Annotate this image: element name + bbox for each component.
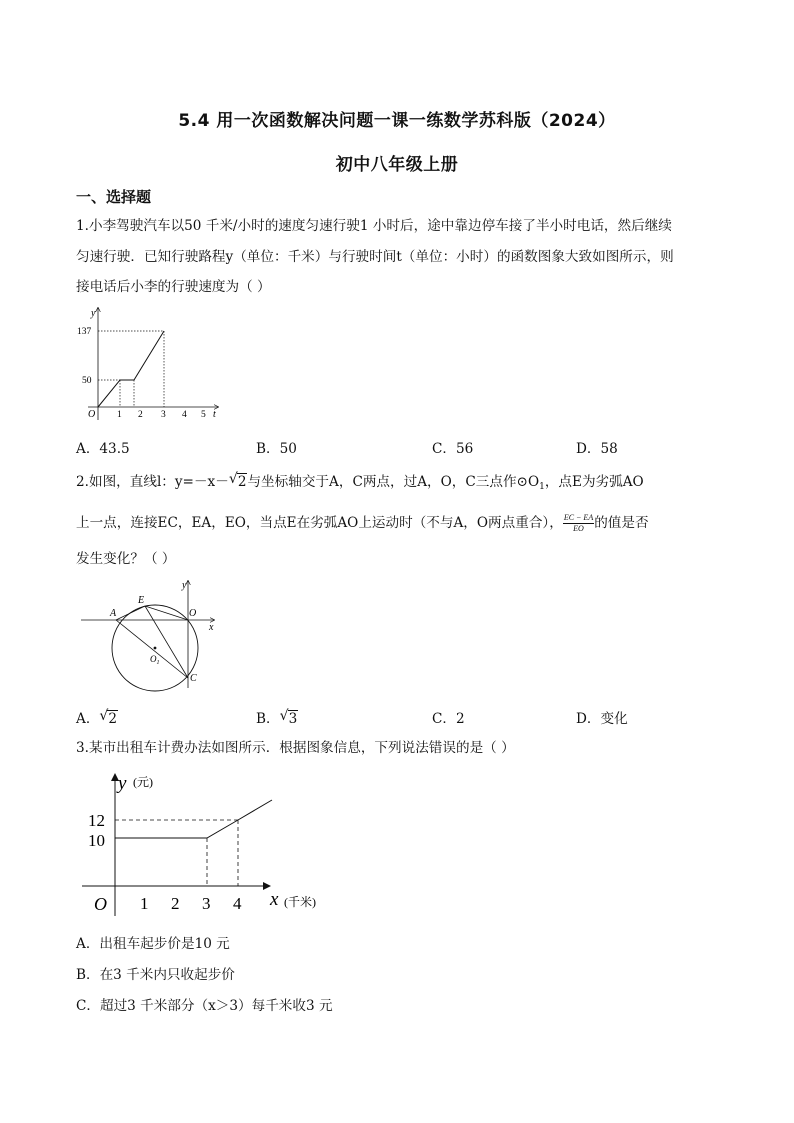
q1-x-tick: 2 xyxy=(138,410,143,420)
q3-origin: O xyxy=(94,894,107,914)
section-heading: 一、选择题 xyxy=(76,188,152,206)
page-subtitle: 初中八年级上册 xyxy=(335,155,459,175)
q2-x-label: x xyxy=(209,622,214,633)
q3-y-label: y xyxy=(118,773,127,794)
q1-option-b[interactable]: B．50 xyxy=(256,441,297,457)
q1-line-1: 1.小李驾驶汽车以50 千米/小时的速度匀速行驶1 小时后，途中靠边停车接了半小时电话，然后继续 xyxy=(76,218,672,234)
q1-distance-line xyxy=(98,331,164,407)
q2-line-3: 发生变化？（ ） xyxy=(76,551,176,567)
q2-option-d[interactable]: D．变化 xyxy=(576,711,628,727)
q1-y-label: y xyxy=(91,308,96,319)
q2-fraction: $\frac{EC - EA}{EO}$ xyxy=(563,513,594,533)
q3-x-tick: 1 xyxy=(140,894,149,913)
q1-x-tick: 4 xyxy=(182,410,187,420)
q2-figure xyxy=(76,578,226,698)
q2-option-c[interactable]: C．2 xyxy=(432,711,465,727)
q1-origin: O xyxy=(88,409,96,420)
q3-y-tick: 12 xyxy=(88,811,105,830)
q3-x-label: x xyxy=(270,889,279,910)
q1-y-tick: 50 xyxy=(82,376,92,386)
q3-option-c[interactable]: C．超过3 千米部分（x＞3）每千米收3 元 xyxy=(76,998,333,1014)
q1-line-2: 匀速行驶．已知行驶路程y（单位：千米）与行驶时间t（单位：小时）的函数图象大致如图所示，则 xyxy=(76,249,674,265)
q2-label-o: O xyxy=(189,608,197,619)
q2-label-a: A xyxy=(110,608,117,619)
q1-x-tick: 5 xyxy=(201,410,206,420)
q1-x-tick: 1 xyxy=(117,410,122,420)
q2-line-2: 上一点，连接EC，EA，EO，当点E在劣弧AO上运动时（不与A，O两点重合）， $\frac{EC - EA}{EO}$ 的值是否 xyxy=(76,513,649,533)
q1-y-tick: 137 xyxy=(77,327,92,337)
q1-line-3: 接电话后小李的行驶速度为（ ） xyxy=(76,279,271,295)
q3-line-1: 3.某市出租车计费办法如图所示．根据图象信息，下列说法错误的是（ ） xyxy=(76,740,515,756)
q2-line-1: 2.如图，直线l：y=－x－ √ 2与坐标轴交于A，C两点，过A，O，C三点作$⊙O_1$，点E为劣弧AO xyxy=(76,471,644,492)
q3-fare-line xyxy=(115,800,272,838)
page-title: 5.4 用一次函数解决问题一课一练数学苏科版（2024） xyxy=(178,111,616,131)
q2-option-a[interactable]: A． √ 2 xyxy=(76,708,118,727)
q3-x-tick: 3 xyxy=(202,894,211,913)
q3-option-b[interactable]: B．在3 千米内只收起步价 xyxy=(76,967,235,983)
q1-x-label: t xyxy=(213,409,216,420)
q3-y-unit: (元) xyxy=(133,775,153,789)
q3-x-tick: 2 xyxy=(171,894,180,913)
sqrt-symbol: √ 2 xyxy=(228,471,247,490)
q1-graph xyxy=(76,300,236,430)
q3-option-a[interactable]: A．出租车起步价是10 元 xyxy=(76,936,230,952)
q2-label-c: C xyxy=(190,673,197,684)
q3-x-tick: 4 xyxy=(233,894,242,913)
q3-x-unit: (千米) xyxy=(284,895,316,909)
q3-graph xyxy=(80,768,340,918)
q2-y-label: y xyxy=(182,580,187,591)
q2-label-e: E xyxy=(138,595,145,606)
q3-y-tick: 10 xyxy=(88,831,105,850)
q1-option-c[interactable]: C．56 xyxy=(432,441,474,457)
q1-option-d[interactable]: D．58 xyxy=(576,441,618,457)
q2-label-o1: $O_1$ xyxy=(150,654,160,666)
q1-x-tick: 3 xyxy=(161,410,166,420)
q1-option-a[interactable]: A．43.5 xyxy=(76,441,130,457)
q2-option-b[interactable]: B． √ 3 xyxy=(256,708,298,727)
